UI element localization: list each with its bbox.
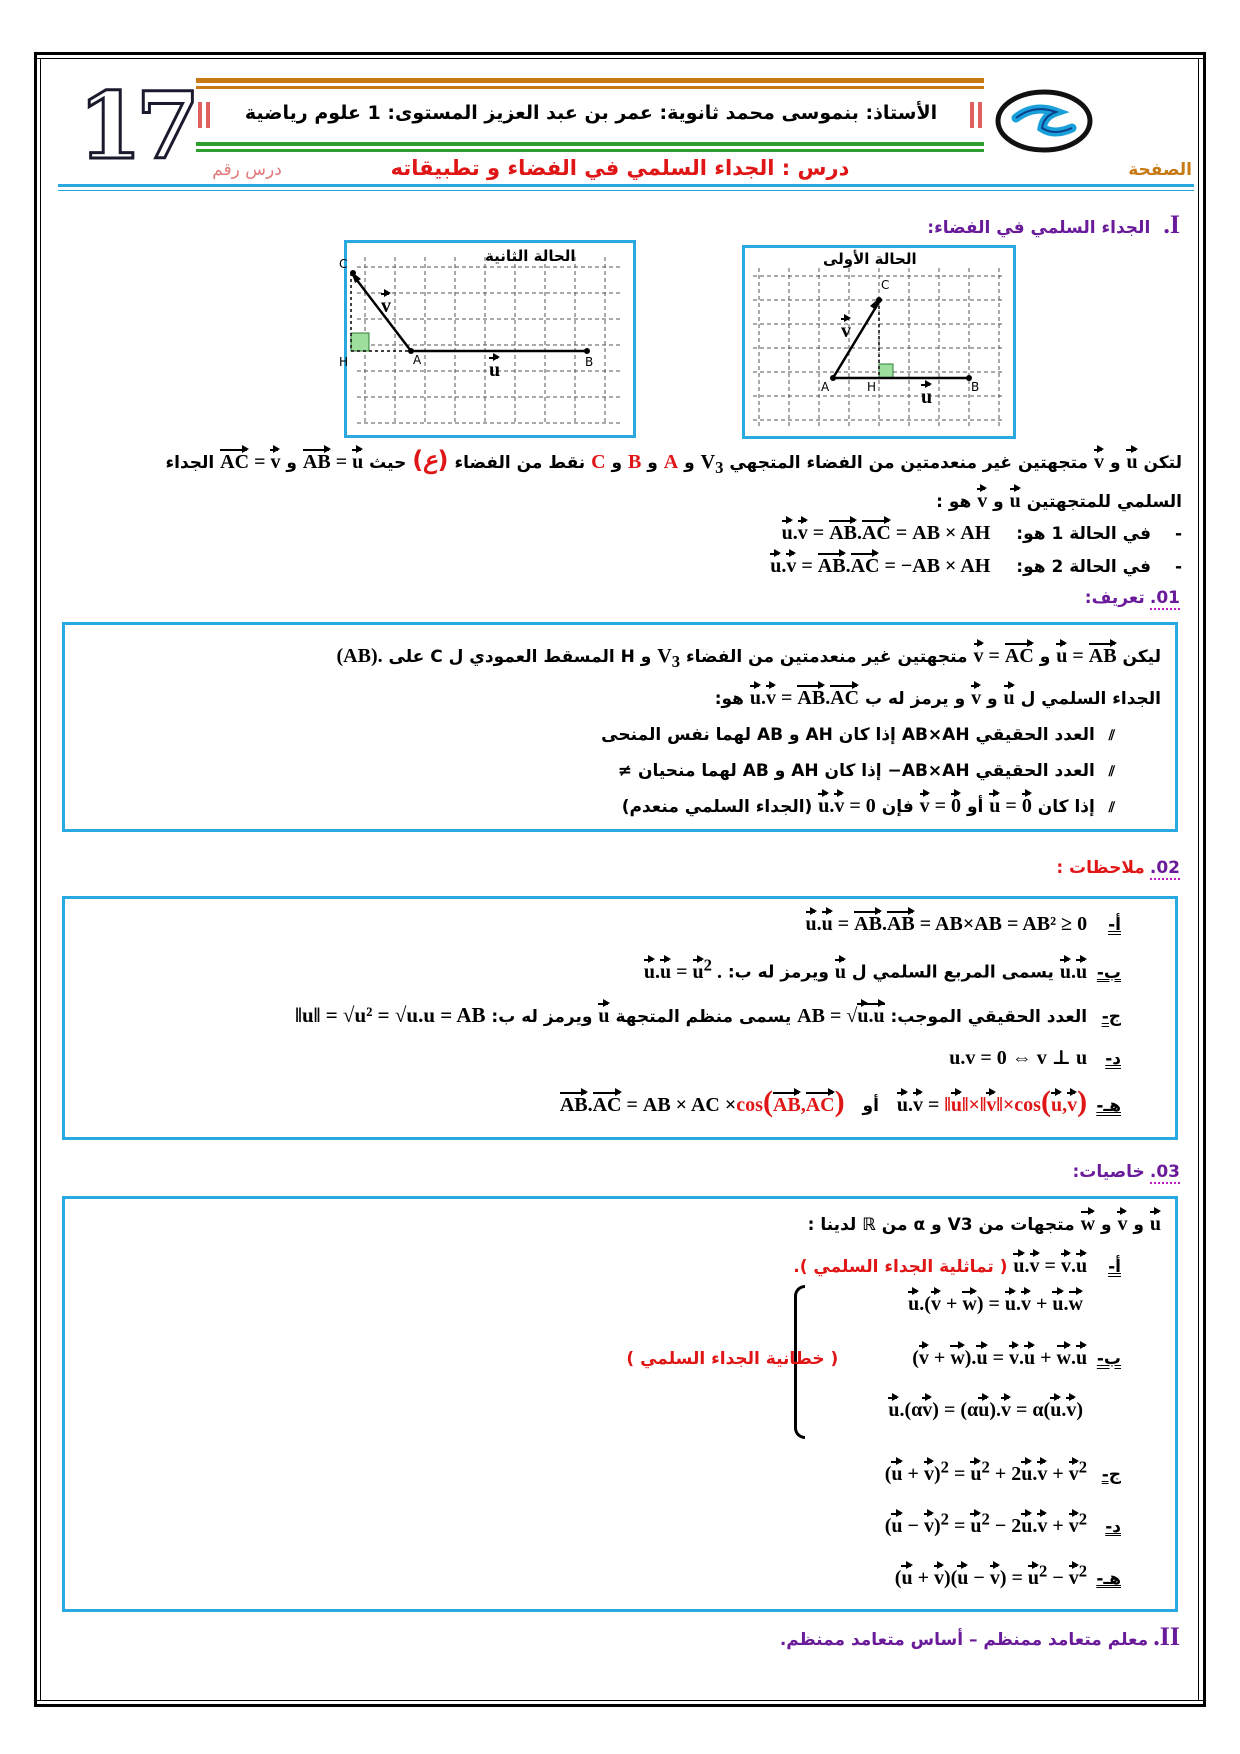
definition-heading: 01. تعريف: — [1084, 588, 1180, 608]
fig1-label-a: A — [821, 380, 830, 394]
remarks-box: أ- u.u = AB.AB = AB×AB = AB² ≥ 0 ب- u.u يسمى المربع السلمي ل u ويرمز له ب: $u.u = u^2$ . ج- العدد الحقيقي الموجب: AB = √u.u يسمى منظم المتجهة u ويرمز له ب: ‖u‖ = √u² = √u.u = AB د- u.v = 0 ⇔ v ⊥ u هـ- u.v = ‖u‖×‖v‖×cos(u,v) أو AB.AC = AB × AC ×cos(AB,AC) — [62, 896, 1178, 1140]
logo — [994, 88, 1094, 154]
section-2-heading: II. معلم متعامد ممنظم – أساس متعامد ممنظم. — [779, 1622, 1180, 1651]
fig1-label-c: C — [881, 278, 890, 292]
page-number: 17 — [78, 72, 195, 180]
figure-case-2 — [339, 240, 636, 438]
logo-icon — [994, 88, 1094, 154]
fig2-label-c: C — [339, 257, 348, 271]
fig2-label-a: A — [413, 353, 422, 367]
fig2-vector-u: u — [489, 359, 501, 381]
fig1-vector-v: v — [841, 320, 851, 342]
properties-heading: 03. خاصيات: — [1072, 1162, 1180, 1182]
lesson-number-label: درس رقم — [212, 160, 282, 180]
section-1-intro: لتكن u و v متجهتين غير منعدمتين من الفضاء المتجهي $V_3$ و A و B و C نقط من الفضاء (ع) حيث AB = u و AC = v الجداء — [165, 445, 1182, 477]
case-1-line: - في الحالة 1 هو: u.v = AB.AC = AB × AH — [781, 522, 1182, 544]
section-1-heading: I. الجداء السلمي في الفضاء: — [927, 210, 1180, 239]
fig1-vector-u: u — [921, 386, 933, 408]
fig1-label-h: H — [867, 380, 877, 394]
figure-2-caption: الحالة الثانية — [485, 247, 576, 265]
linearity-1: u.(v + w) = u.v + u.w — [908, 1293, 1083, 1315]
figure-case-1 — [742, 245, 1016, 439]
fig2-label-h: H — [339, 355, 349, 369]
fig2-vector-v: v — [381, 295, 391, 317]
case-2-line: - في الحالة 2 هو: u.v = AB.AC = −AB × AH — [770, 555, 1182, 577]
section-1-intro-2: السلمي للمتجهتين u و v هو : — [936, 490, 1182, 512]
remarks-heading: 02. ملاحظات : — [1056, 858, 1180, 878]
lesson-title: درس : الجداء السلمي في الفضاء و تطبيقاته — [390, 156, 850, 180]
fig2-label-b: B — [585, 355, 594, 369]
definition-box: ليكن u = AB و v = AC متجهتين غير منعدمتين من الفضاء $V_3$ و H المسقط العمودي ل C على (AB). الجداء السلمي ل u و v و يرمز له ب u.v = AB.AC هو: ⫽ العدد الحقيقي AB×AH إذا كان AH و AB لهما نفس المنحى ⫽ العدد الحقيقي AB×AH− إذا كان AH و AB لهما منحيان ≠ ⫽ إذا كان u = 0 أو v = 0 فإن u.v = 0 (الجداء السلمي منعدم) — [62, 622, 1178, 832]
figure-1-caption: الحالة الأولى — [823, 250, 917, 268]
linearity-3: u.(αv) = (αu).v = α(u.v) — [888, 1399, 1083, 1421]
teacher-info: الأستاذ: بنموسى محمد ثانوية: عمر بن عبد العزيز المستوى: 1 علوم رياضية — [244, 102, 938, 124]
properties-box: u و v و w متجهات من V3 و α من ℝ لدينا : أ- u.v = v.u ( تماثلية الجداء السلمي ). u.(v + w) = u.v + u.w ب- (v + w).u = v.u + w.u ( خطانية الجداء السلمي ) u.(αv) = (αu).v = α(u.v) ج- $(u + v)^2 = u^2 + 2u.v + v^2$ د- $(u - v)^2 = u^2 - 2u.v + v^2$ هـ- $(u + v)(u - v) = u^2 - v^2$ — [62, 1196, 1178, 1612]
fig1-label-b: B — [971, 380, 980, 394]
page-label: الصفحة — [1128, 160, 1192, 180]
